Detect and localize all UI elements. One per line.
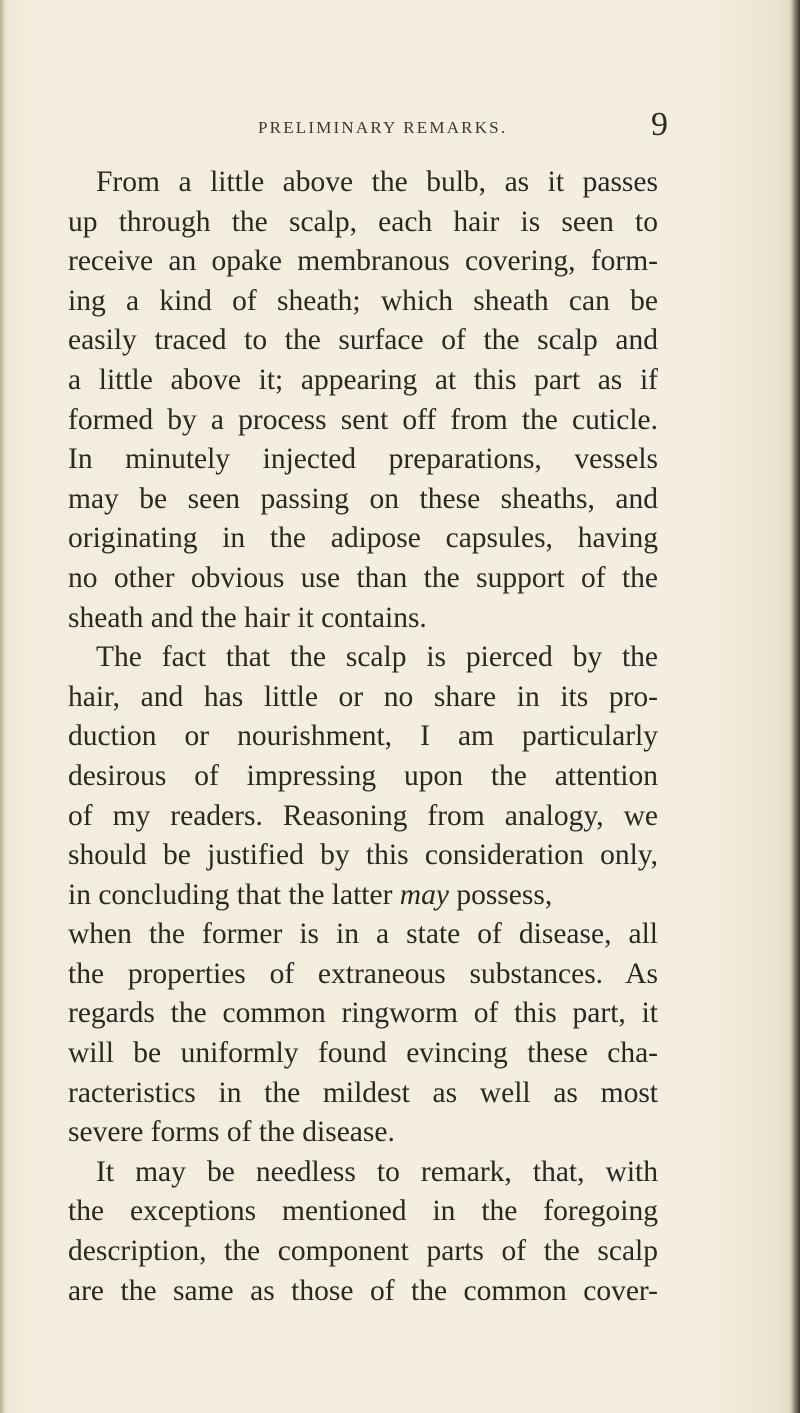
text-line: a little above it; appearing at this part as if	[68, 363, 658, 396]
page-edge-shadow	[790, 0, 800, 1413]
text-line: sheath and the hair it contains.	[68, 601, 427, 634]
text-line-with-italic	[68, 876, 658, 916]
text-line: easily traced to the surface of the scalp and	[68, 324, 658, 357]
text-line: originating in the adipose capsules, having	[68, 522, 658, 555]
text-line: It may be needless to remark, that, with	[96, 1155, 658, 1188]
text-line: In minutely injected preparations, vessels	[68, 443, 658, 476]
text-line: description, the component parts of the scalp	[68, 1235, 658, 1268]
text-line: formed by a process sent off from the cuticle.	[68, 403, 658, 436]
text-line: may be seen passing on these sheaths, and	[68, 482, 658, 515]
text-line: racteristics in the mildest as well as most	[68, 1076, 658, 1109]
running-head: PRELIMINARY REMARKS.	[258, 118, 508, 137]
text-line: should be justified by this consideration only,	[68, 839, 658, 872]
text-line: no other obvious use than the support of the	[68, 561, 658, 594]
body-text	[68, 163, 658, 1311]
page-gutter-shadow	[0, 0, 6, 1413]
text-line: up through the scalp, each hair is seen to	[68, 205, 658, 238]
text-line: of my readers. Reasoning from analogy, we	[68, 799, 658, 832]
text-line: ing a kind of sheath; which sheath can be	[68, 284, 658, 317]
text-line: are the same as those of the common cover-	[68, 1274, 658, 1307]
text-fragment: in concluding that the latter	[68, 878, 393, 911]
text-line: regards the common ringworm of this part, it	[68, 997, 658, 1030]
text-line: From a little above the bulb, as it passes	[96, 166, 658, 198]
text-line: receive an opake membranous covering, form-	[68, 245, 658, 278]
page-header	[258, 106, 668, 144]
text-line: the properties of extraneous substances. As	[68, 957, 658, 990]
text-line: hair, and has little or no share in its pro-	[68, 680, 658, 713]
italic-word: may	[399, 878, 449, 911]
text-line: The fact that the scalp is pierced by the	[96, 641, 658, 674]
text-line: the exceptions mentioned in the foregoing	[68, 1195, 658, 1228]
text-line: desirous of impressing upon the attention	[68, 759, 658, 792]
text-line: severe forms of the disease.	[68, 1116, 395, 1149]
text-line: will be uniformly found evincing these cha-	[68, 1037, 658, 1070]
text-line: duction or nourishment, I am particularly	[68, 720, 658, 753]
text-line: when the former is in a state of disease, all	[68, 918, 658, 951]
page-number: 9	[651, 106, 668, 143]
text-fragment: possess,	[456, 878, 553, 911]
